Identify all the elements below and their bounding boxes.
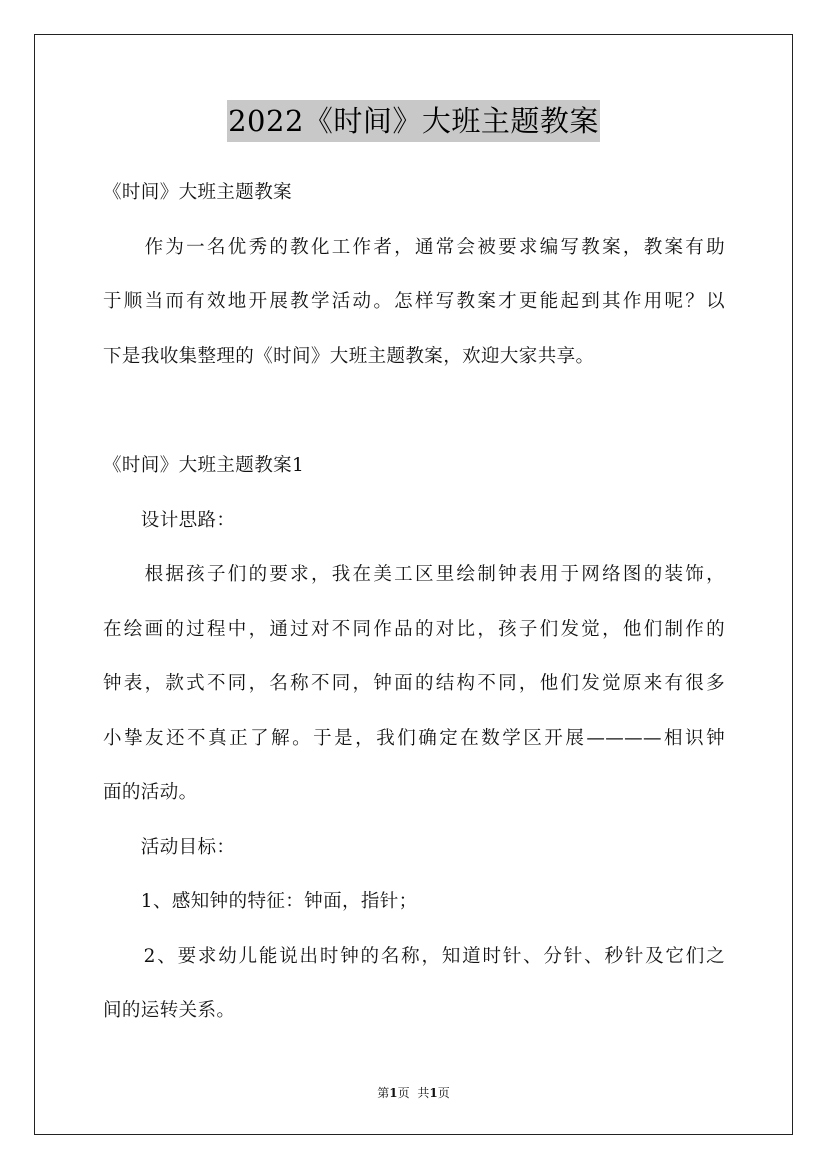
goal-item-2-line-2: 间的运转关系。 — [103, 1000, 236, 1021]
page-label-suffix: 页 — [397, 1086, 410, 1100]
design-line-4: 小挚友还不真正了解。于是，我们确定在数学区开展————相识钟 — [103, 728, 725, 749]
document-title: 2022《时间》大班主题教案 — [227, 100, 600, 142]
intro-line-1: 作为一名优秀的教化工作者，通常会被要求编写教案，教案有助 — [103, 237, 725, 258]
design-heading: 设计思路： — [103, 510, 236, 531]
goal-item-2-line-1: 2、要求幼儿能说出时钟的名称，知道时针、分针、秒针及它们之 — [103, 946, 725, 967]
section-heading: 《时间》大班主题教案1 — [103, 455, 305, 476]
total-label-suffix: 页 — [437, 1086, 450, 1100]
page-number: 1 — [389, 1086, 398, 1100]
goal-item-1: 1、感知钟的特征：钟面，指针； — [103, 891, 418, 912]
page-footer — [0, 1084, 827, 1101]
intro-line-3: 下是我收集整理的《时间》大班主题教案，欢迎大家共享。 — [103, 346, 595, 367]
page-label-prefix: 第 — [377, 1086, 390, 1100]
total-label-prefix: 共 — [417, 1086, 430, 1100]
design-line-5: 面的活动。 — [103, 782, 198, 803]
design-line-1: 根据孩子们的要求，我在美工区里绘制钟表用于网络图的装饰， — [103, 564, 725, 585]
goals-heading: 活动目标： — [103, 837, 236, 858]
total-pages: 1 — [429, 1086, 438, 1100]
design-line-3: 钟表，款式不同，名称不同，钟面的结构不同，他们发觉原来有很多 — [103, 673, 725, 694]
intro-line-2: 于顺当而有效地开展教学活动。怎样写教案才更能起到其作用呢？以 — [103, 291, 725, 312]
document-subtitle: 《时间》大班主题教案 — [103, 182, 293, 203]
design-line-2: 在绘画的过程中，通过对不同作品的对比，孩子们发觉，他们制作的 — [103, 619, 725, 640]
title-container — [0, 100, 827, 142]
